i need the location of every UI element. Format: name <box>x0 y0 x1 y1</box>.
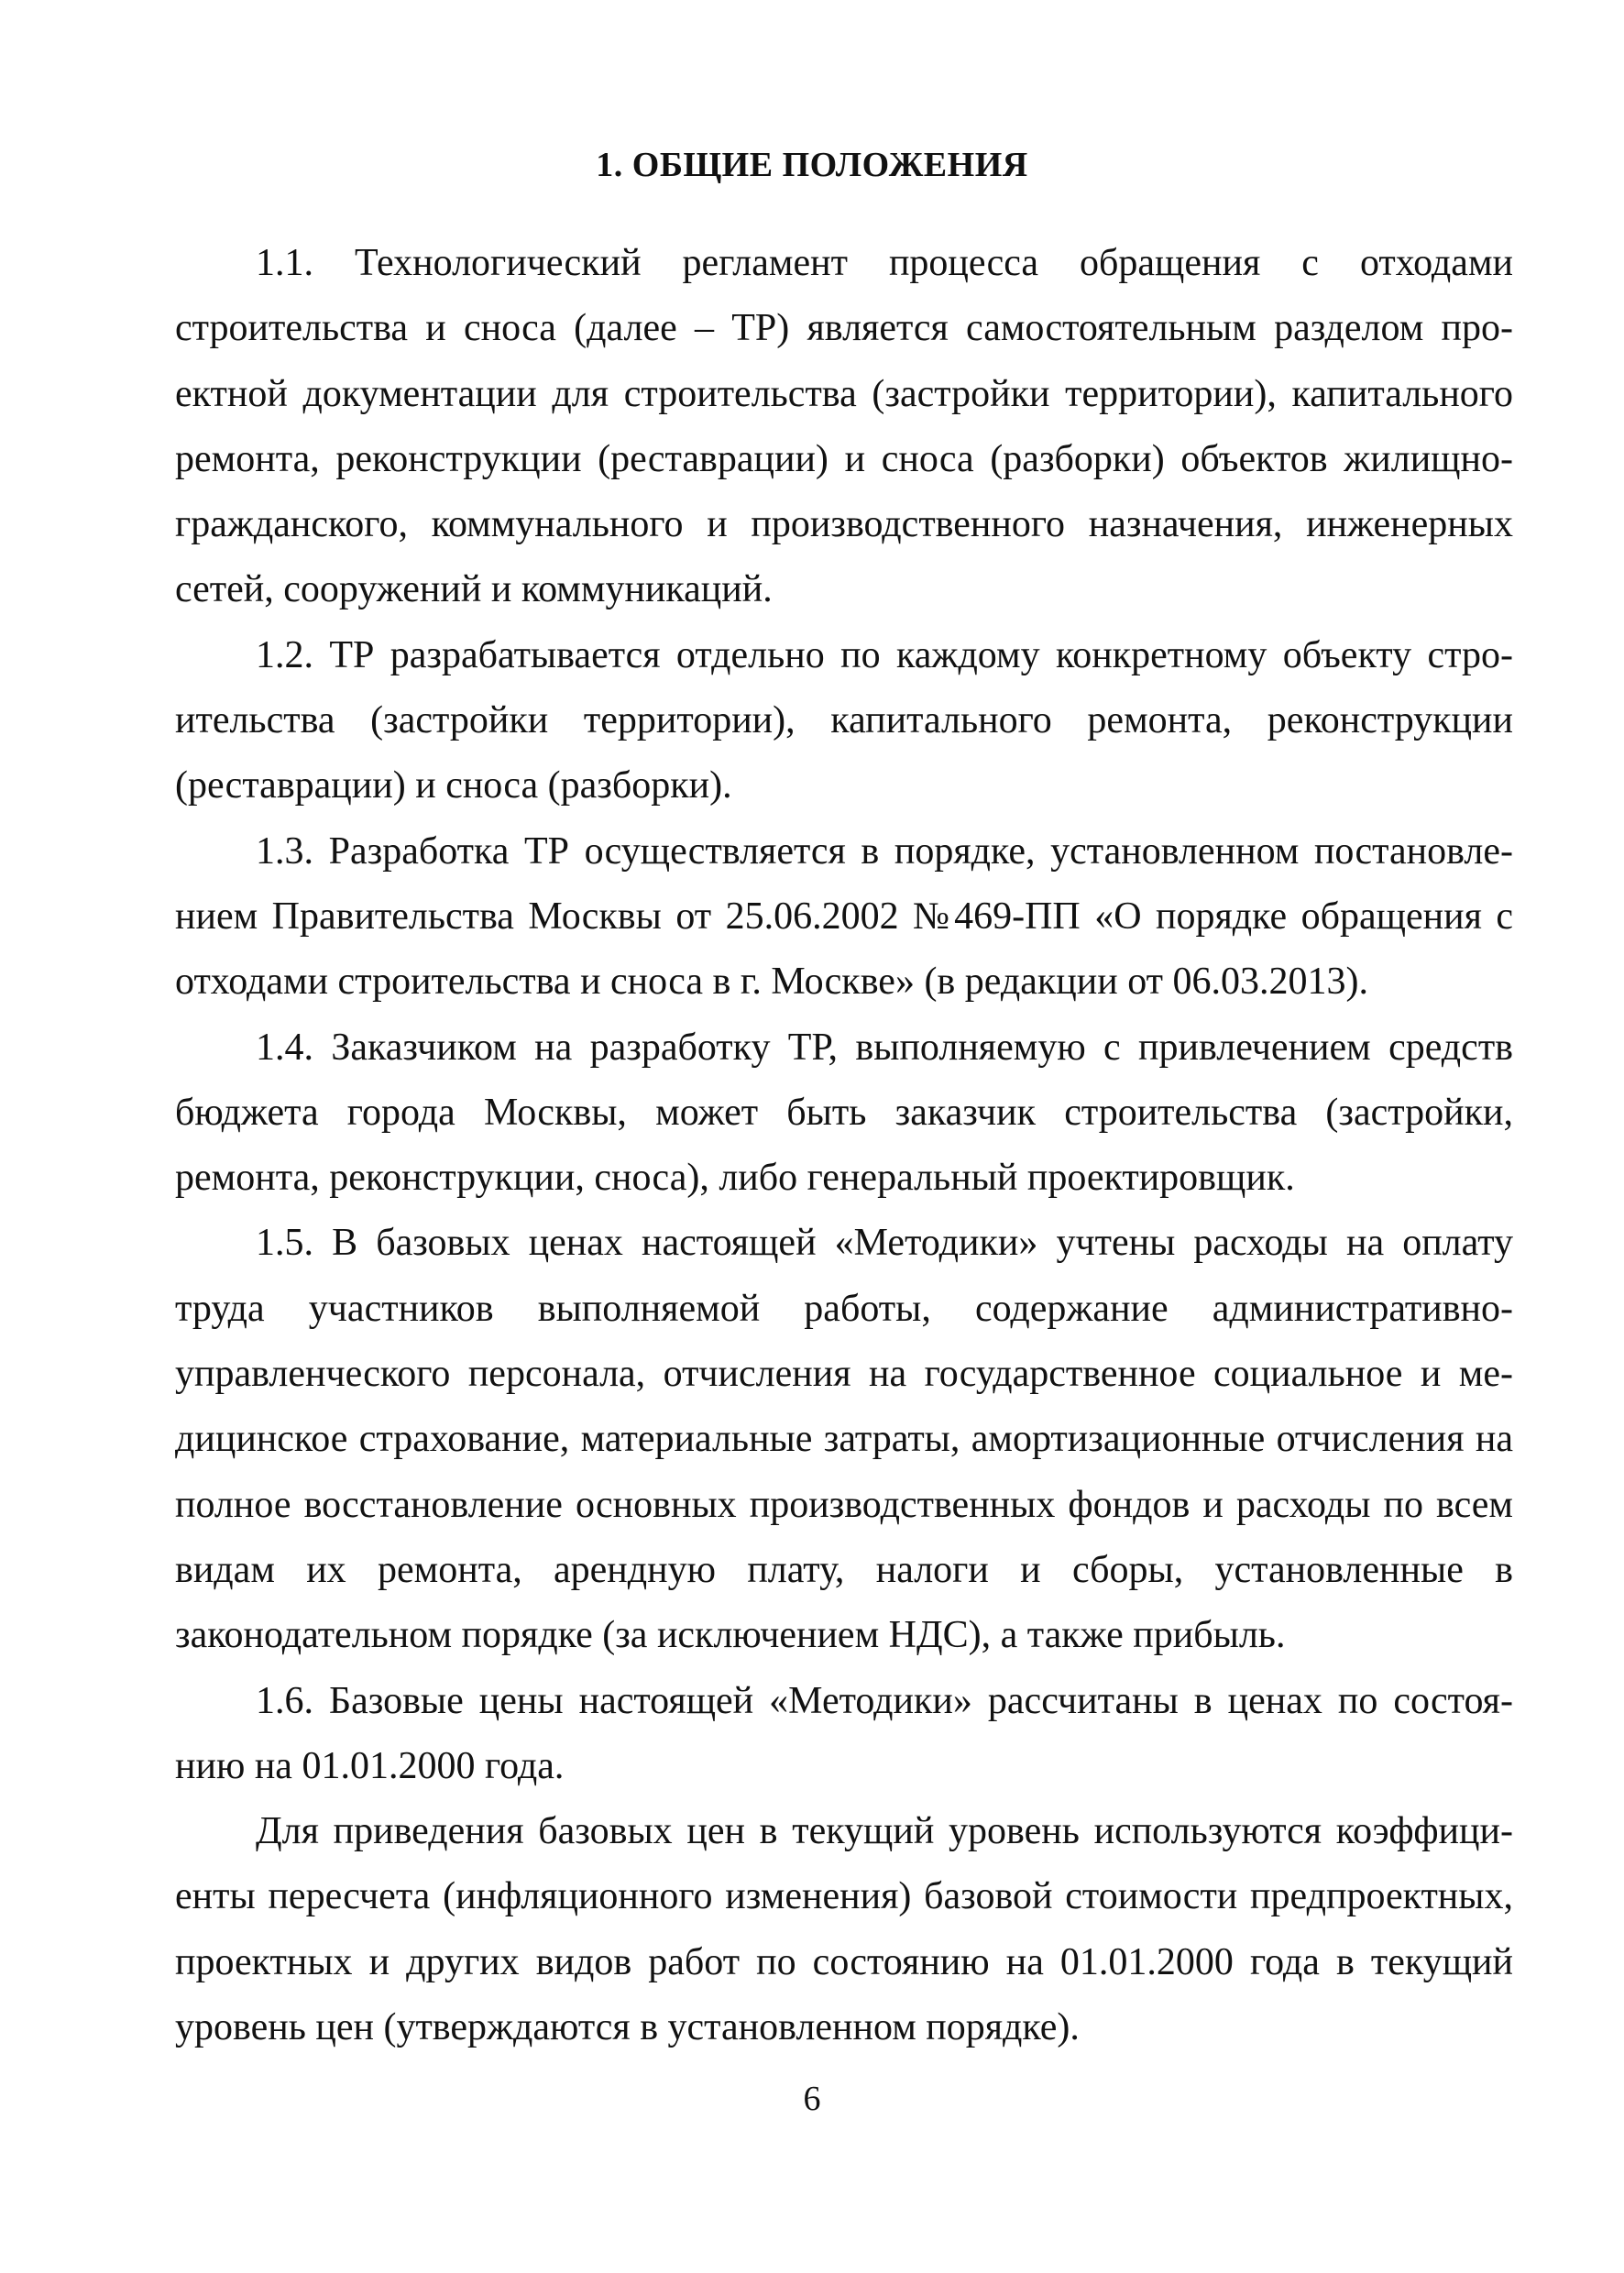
paragraph-price-conversion: Для приведения базовых цен в текущий уровень используются коэффициенты пересчета (инфляционного изменения) базовой стоимости предпроектных, проектных и других видов работ по состоянию на 01.01.2000 года в текущий уровень цен (утверждаются в установленном порядке). <box>175 1810 1513 2049</box>
paragraph-1-4: 1.4. Заказчиком на разработку ТР, выполняемую с привлечением средств бюджета города Москвы, может быть заказчик строительства (застройки, ремонта, реконструкции, сноса), либо генеральный проектировщик. <box>175 1026 1513 1200</box>
body-text <box>175 231 1513 2060</box>
paragraph-1-1: 1.1. Технологический регламент процесса обращения с отходами строительства и сноса (далее – ТР) является самостоятельным разделом проектной документации для строительства (застройки территории), капитального ремонта, реконструкции (реставрации) и сноса (разборки) объектов жилищно-гражданского, коммунального и производственного назначения, инженерных сетей, сооружений и коммуникаций. <box>175 242 1513 611</box>
paragraph-1-2: 1.2. ТР разрабатывается отдельно по каждому конкретному объекту строительства (застройки территории), капитального ремонта, реконструкции (реставрации) и сноса (разборки). <box>175 633 1513 807</box>
paragraph-1-6: 1.6. Базовые цены настоящей «Методики» рассчитаны в ценах по состоянию на 01.01.2000 года. <box>175 1679 1513 1787</box>
paragraph-1-3: 1.3. Разработка ТР осуществляется в порядке, установленном постановлением Правительства Москвы от 25.06.2002 №469-ПП «О порядке обращения с отходами строительства и сноса в г. Москве» (в редакции от 06.03.2013). <box>175 829 1513 1004</box>
paragraph-1-5: 1.5. В базовых ценах настоящей «Методики» учтены расходы на оплату труда участников выполняемой работы, содержание административно-управленческого персонала, отчисления на государственное социальное и медицинское страхование, материальные затраты, амортизационные отчисления на полное восстановление основных производственных фондов и расходы по всем видам их ремонта, арендную плату, налоги и сборы, установленные в законодательном порядке (за исключением НДС), а также прибыль. <box>175 1222 1513 1657</box>
page-number: 6 <box>803 2080 821 2118</box>
section-heading: 1. ОБЩИЕ ПОЛОЖЕНИЯ <box>596 146 1028 184</box>
